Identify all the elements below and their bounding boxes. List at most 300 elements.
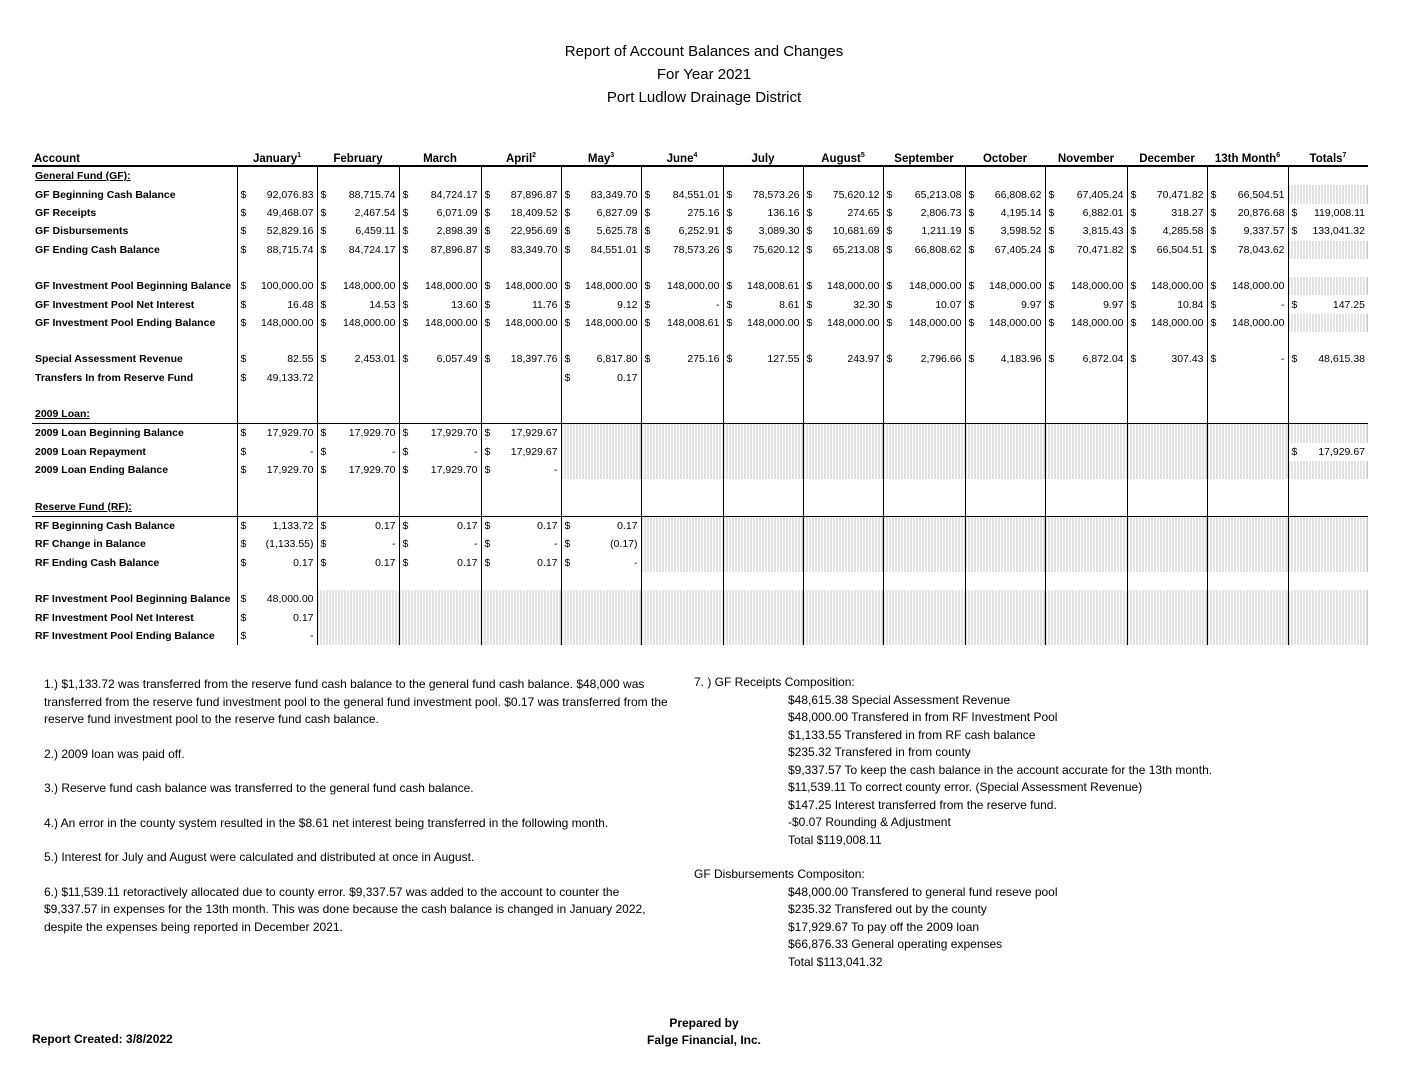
empty-cell xyxy=(1288,405,1368,424)
account-label: 2009 Loan Repayment xyxy=(35,445,146,458)
empty-cell xyxy=(1127,332,1207,350)
currency-symbol: $ xyxy=(402,520,409,533)
amount-value: 6,071.09 xyxy=(436,206,478,219)
empty-shaded-cell xyxy=(1127,516,1207,535)
account-label xyxy=(32,572,237,590)
footnote-1: 1.) $1,133.72 was transferred from the reserve fund cash balance to the general fund cash balance. $48,000 was transferred from the reserve fund investment pool to the general fund investment pool. $0.17 was transferred from the reserve fund investment pool to the reserve fund cash balance. xyxy=(44,677,668,726)
currency-symbol: $ xyxy=(1048,188,1055,201)
amount-cell xyxy=(803,314,883,332)
currency-symbol: $ xyxy=(240,316,247,329)
balance-table xyxy=(32,148,1368,645)
currency-symbol: $ xyxy=(1291,206,1298,219)
empty-cell xyxy=(883,369,965,387)
amount-value: 48,000.00 xyxy=(266,593,314,606)
amount-value: 6,459.11 xyxy=(355,225,396,238)
amount-cell xyxy=(1207,204,1288,222)
currency-symbol: $ xyxy=(240,353,247,366)
amount-cell xyxy=(561,554,641,572)
currency-symbol: $ xyxy=(240,225,247,238)
currency-symbol: $ xyxy=(1210,225,1217,238)
amount-value: 66,808.62 xyxy=(994,188,1042,201)
header-row xyxy=(32,148,1368,166)
empty-shaded-cell xyxy=(883,554,965,572)
empty-cell xyxy=(1127,387,1207,405)
amount-cell xyxy=(1207,222,1288,240)
amount-value: 148,000.00 xyxy=(1070,316,1124,329)
amount-value: 6,817.80 xyxy=(596,353,638,366)
empty-cell xyxy=(1288,369,1368,387)
currency-symbol: $ xyxy=(240,298,247,311)
amount-cell xyxy=(399,424,481,443)
section-label: 2009 Loan: xyxy=(35,408,90,421)
currency-symbol: $ xyxy=(1210,280,1217,293)
amount-cell xyxy=(641,185,723,203)
currency-symbol: $ xyxy=(402,225,409,238)
amount-value: 82.55 xyxy=(287,353,314,366)
currency-symbol: $ xyxy=(320,243,327,256)
currency-symbol: $ xyxy=(320,520,327,533)
currency-symbol: $ xyxy=(1048,225,1055,238)
empty-cell xyxy=(399,405,481,424)
amount-value: 0.17 xyxy=(537,556,558,569)
currency-symbol: $ xyxy=(1048,243,1055,256)
empty-shaded-cell xyxy=(561,424,641,443)
empty-shaded-cell xyxy=(723,608,803,626)
account-label: RF Ending Cash Balance xyxy=(35,556,160,569)
currency-symbol: $ xyxy=(1048,280,1055,293)
empty-cell xyxy=(641,405,723,424)
empty-cell xyxy=(399,479,481,497)
empty-cell xyxy=(399,369,481,387)
empty-cell xyxy=(1045,332,1127,350)
currency-symbol: $ xyxy=(564,520,571,533)
currency-symbol: $ xyxy=(726,353,733,366)
empty-shaded-cell xyxy=(641,590,723,608)
currency-symbol: $ xyxy=(1130,206,1137,219)
currency-symbol: $ xyxy=(484,427,491,440)
empty-cell xyxy=(399,166,481,185)
amount-cell xyxy=(883,295,965,313)
amount-value: 13.60 xyxy=(451,298,478,311)
currency-symbol: $ xyxy=(320,298,327,311)
amount-cell xyxy=(1127,314,1207,332)
empty-shaded-cell xyxy=(883,535,965,553)
footnotes-right xyxy=(694,674,1374,971)
currency-symbol: $ xyxy=(484,353,491,366)
amount-cell xyxy=(723,241,803,259)
empty-cell xyxy=(237,387,317,405)
amount-value: 6,882.01 xyxy=(1082,206,1124,219)
empty-cell xyxy=(723,497,803,516)
currency-symbol: $ xyxy=(886,298,893,311)
empty-cell xyxy=(883,405,965,424)
report-year: For Year 2021 xyxy=(656,66,752,83)
currency-symbol: $ xyxy=(320,427,327,440)
amount-value: 4,183.96 xyxy=(1000,353,1042,366)
amount-cell xyxy=(399,443,481,461)
empty-cell xyxy=(965,369,1045,387)
empty-cell xyxy=(723,259,803,277)
spacer-row xyxy=(32,387,1368,405)
currency-symbol: $ xyxy=(886,316,893,329)
amount-value: 307.43 xyxy=(1171,353,1204,366)
empty-shaded-cell xyxy=(1288,516,1368,535)
empty-cell xyxy=(481,332,561,350)
empty-cell xyxy=(723,332,803,350)
currency-symbol: $ xyxy=(484,316,491,329)
amount-value: 78,573.26 xyxy=(752,188,800,201)
empty-cell xyxy=(1045,572,1127,590)
section-row xyxy=(32,166,1368,185)
col-header-september: September xyxy=(883,148,965,166)
amount-cell xyxy=(237,204,317,222)
empty-shaded-cell xyxy=(1207,627,1288,645)
empty-cell xyxy=(641,166,723,185)
amount-value: 274.65 xyxy=(847,206,880,219)
empty-shaded-cell xyxy=(883,516,965,535)
footnote-6: 6.) $11,539.11 retoractively allocated due to county error. $9,337.57 was added to the account to counter the $9,337.57 in expenses for the 13th month. This was done because the cash balance is changed in January 2022, despite the expenses being reported in December 2021. xyxy=(44,884,646,934)
empty-cell xyxy=(1207,479,1288,497)
amount-value: 0.17 xyxy=(457,556,478,569)
amount-value: - xyxy=(392,445,396,458)
currency-symbol: $ xyxy=(886,280,893,293)
empty-shaded-cell xyxy=(399,608,481,626)
amount-cell xyxy=(317,277,399,295)
empty-cell xyxy=(317,259,399,277)
amount-cell xyxy=(399,461,481,479)
col-header-october: October xyxy=(965,148,1045,166)
table-body xyxy=(32,166,1368,645)
amount-value: - xyxy=(716,298,720,311)
currency-symbol: $ xyxy=(564,225,571,238)
empty-cell xyxy=(803,369,883,387)
currency-symbol: $ xyxy=(484,225,491,238)
amount-cell xyxy=(641,314,723,332)
amount-value: 2,467.54 xyxy=(354,206,396,219)
amount-cell xyxy=(883,350,965,368)
empty-cell xyxy=(803,166,883,185)
amount-value: 148,000.00 xyxy=(666,280,720,293)
empty-shaded-cell xyxy=(561,590,641,608)
amount-value: 70,471.82 xyxy=(1156,188,1204,201)
empty-shaded-cell xyxy=(883,590,965,608)
amount-cell xyxy=(399,295,481,313)
currency-symbol: $ xyxy=(484,298,491,311)
empty-cell xyxy=(803,387,883,405)
footnote-3: 3.) Reserve fund cash balance was transferred to the general fund cash balance. xyxy=(44,781,474,795)
empty-cell xyxy=(1045,259,1127,277)
amount-cell xyxy=(965,314,1045,332)
empty-cell xyxy=(481,166,561,185)
amount-value: 49,133.72 xyxy=(266,371,314,384)
currency-symbol: $ xyxy=(1291,298,1298,311)
col-header-march: March xyxy=(399,148,481,166)
currency-symbol: $ xyxy=(644,280,651,293)
empty-cell xyxy=(317,332,399,350)
currency-symbol: $ xyxy=(726,206,733,219)
empty-cell xyxy=(561,332,641,350)
empty-shaded-cell xyxy=(965,608,1045,626)
empty-cell xyxy=(399,387,481,405)
amount-cell xyxy=(237,608,317,626)
empty-shaded-cell xyxy=(1288,590,1368,608)
amount-cell xyxy=(237,535,317,553)
amount-cell xyxy=(1207,241,1288,259)
amount-cell xyxy=(1207,277,1288,295)
amount-value: 127.55 xyxy=(767,353,800,366)
empty-shaded-cell xyxy=(965,590,1045,608)
amount-cell xyxy=(399,241,481,259)
col-header-totals: Totals$^7$ xyxy=(1288,148,1368,166)
amount-value: 66,504.51 xyxy=(1237,188,1285,201)
amount-cell xyxy=(317,314,399,332)
amount-cell xyxy=(561,295,641,313)
empty-shaded-cell xyxy=(723,516,803,535)
spacer-row xyxy=(32,479,1368,497)
section-row xyxy=(32,405,1368,424)
amount-value: 2,898.39 xyxy=(436,225,478,238)
currency-symbol: $ xyxy=(484,243,491,256)
amount-value: 119,008.11 xyxy=(1314,206,1365,219)
amount-cell xyxy=(481,516,561,535)
amount-cell xyxy=(1127,350,1207,368)
currency-symbol: $ xyxy=(806,280,813,293)
currency-symbol: $ xyxy=(240,445,247,458)
account-label: GF Investment Pool Net Interest xyxy=(35,298,195,311)
amount-value: 22,956.69 xyxy=(510,225,558,238)
currency-symbol: $ xyxy=(320,556,327,569)
empty-cell xyxy=(237,259,317,277)
empty-cell xyxy=(317,369,399,387)
amount-cell xyxy=(723,314,803,332)
amount-cell xyxy=(399,277,481,295)
empty-shaded-cell xyxy=(1045,554,1127,572)
amount-value: 75,620.12 xyxy=(832,188,880,201)
amount-cell xyxy=(237,627,317,645)
empty-shaded-cell xyxy=(1288,461,1368,479)
amount-value: 3,815.43 xyxy=(1082,225,1124,238)
currency-symbol: $ xyxy=(644,316,651,329)
amount-value: 148,000.00 xyxy=(584,280,638,293)
empty-cell xyxy=(1207,497,1288,516)
amount-cell xyxy=(883,204,965,222)
amount-cell xyxy=(399,535,481,553)
amount-value: 65,213.08 xyxy=(914,188,962,201)
currency-symbol: $ xyxy=(806,243,813,256)
empty-shaded-cell xyxy=(1045,590,1127,608)
empty-shaded-cell xyxy=(1127,443,1207,461)
amount-cell xyxy=(481,424,561,443)
currency-symbol: $ xyxy=(484,556,491,569)
empty-cell xyxy=(883,332,965,350)
currency-symbol: $ xyxy=(320,464,327,477)
disbursements-item: Total $113,041.32 xyxy=(788,954,883,969)
account-label: GF Investment Pool Ending Balance xyxy=(35,316,216,329)
amount-value: 148,000.00 xyxy=(260,316,314,329)
currency-symbol: $ xyxy=(726,243,733,256)
empty-shaded-cell xyxy=(481,627,561,645)
currency-symbol: $ xyxy=(240,371,247,384)
empty-cell xyxy=(481,259,561,277)
empty-cell xyxy=(965,497,1045,516)
amount-value: 0.17 xyxy=(293,611,314,624)
currency-symbol: $ xyxy=(1291,445,1298,458)
table-row xyxy=(32,350,1368,368)
currency-symbol: $ xyxy=(806,188,813,201)
currency-symbol: $ xyxy=(968,298,975,311)
amount-cell xyxy=(237,295,317,313)
amount-value: 88,715.74 xyxy=(348,188,396,201)
empty-shaded-cell xyxy=(803,516,883,535)
receipts-item: $235.32 Transfered in from county xyxy=(788,745,971,759)
amount-value: 0.17 xyxy=(293,556,314,569)
empty-cell xyxy=(1207,332,1288,350)
empty-shaded-cell xyxy=(723,535,803,553)
currency-symbol: $ xyxy=(402,298,409,311)
empty-shaded-cell xyxy=(1288,535,1368,553)
empty-shaded-cell xyxy=(399,627,481,645)
currency-symbol: $ xyxy=(1210,353,1217,366)
currency-symbol: $ xyxy=(886,225,893,238)
currency-symbol: $ xyxy=(564,316,571,329)
amount-cell xyxy=(723,350,803,368)
currency-symbol: $ xyxy=(320,280,327,293)
empty-cell xyxy=(723,479,803,497)
empty-shaded-cell xyxy=(965,443,1045,461)
amount-value: 10.84 xyxy=(1177,298,1204,311)
currency-symbol: $ xyxy=(564,556,571,569)
amount-cell xyxy=(237,222,317,240)
amount-value: 67,405.24 xyxy=(1076,188,1124,201)
amount-value: 17,929.70 xyxy=(430,464,478,477)
empty-shaded-cell xyxy=(1127,608,1207,626)
amount-value: 2,806.73 xyxy=(920,206,962,219)
empty-shaded-cell xyxy=(641,627,723,645)
currency-symbol: $ xyxy=(806,225,813,238)
empty-cell xyxy=(1127,369,1207,387)
empty-shaded-cell xyxy=(1045,535,1127,553)
empty-shaded-cell xyxy=(641,516,723,535)
account-label: RF Investment Pool Net Interest xyxy=(35,611,194,624)
empty-cell xyxy=(803,405,883,424)
amount-value: 148,000.00 xyxy=(1231,280,1285,293)
amount-value: 83,349.70 xyxy=(510,243,558,256)
empty-cell xyxy=(399,259,481,277)
amount-value: 17,929.70 xyxy=(348,464,396,477)
currency-symbol: $ xyxy=(564,280,571,293)
currency-symbol: $ xyxy=(1048,316,1055,329)
amount-value: 0.17 xyxy=(537,520,558,533)
amount-value: 52,829.16 xyxy=(266,225,314,238)
empty-cell xyxy=(481,387,561,405)
empty-cell xyxy=(1127,479,1207,497)
currency-symbol: $ xyxy=(1130,280,1137,293)
empty-cell xyxy=(237,572,317,590)
currency-symbol: $ xyxy=(1210,188,1217,201)
account-label: 2009 Loan Ending Balance xyxy=(35,464,169,477)
empty-cell xyxy=(641,259,723,277)
empty-cell xyxy=(561,259,641,277)
amount-cell xyxy=(1127,277,1207,295)
amount-cell xyxy=(1207,350,1288,368)
amount-cell xyxy=(481,461,561,479)
amount-value: 65,213.08 xyxy=(832,243,880,256)
currency-symbol: $ xyxy=(240,464,247,477)
amount-cell xyxy=(1045,222,1127,240)
amount-value: 148,000.00 xyxy=(988,316,1042,329)
account-label: Transfers In from Reserve Fund xyxy=(35,371,194,384)
empty-cell xyxy=(803,479,883,497)
account-label: RF Change in Balance xyxy=(35,538,146,551)
amount-value: 148,000.00 xyxy=(746,316,800,329)
amount-value: - xyxy=(310,630,314,642)
empty-cell xyxy=(561,405,641,424)
amount-cell xyxy=(883,314,965,332)
section-label: Reserve Fund (RF): xyxy=(35,500,132,513)
amount-cell xyxy=(965,185,1045,203)
amount-value: 148,000.00 xyxy=(826,280,880,293)
empty-cell xyxy=(237,479,317,497)
amount-value: 148,000.00 xyxy=(1150,316,1204,329)
currency-symbol: $ xyxy=(726,316,733,329)
currency-symbol: $ xyxy=(644,243,651,256)
currency-symbol: $ xyxy=(240,520,247,533)
amount-value: - xyxy=(554,464,558,477)
account-label: GF Disbursements xyxy=(35,225,129,238)
amount-cell xyxy=(965,295,1045,313)
amount-cell xyxy=(1127,185,1207,203)
amount-value: 17,929.70 xyxy=(266,464,314,477)
amount-cell xyxy=(883,241,965,259)
table-row xyxy=(32,241,1368,259)
amount-cell xyxy=(803,295,883,313)
currency-symbol: $ xyxy=(1291,353,1298,366)
currency-symbol: $ xyxy=(320,445,327,458)
amount-value: 6,252.91 xyxy=(678,225,720,238)
empty-shaded-cell xyxy=(1045,443,1127,461)
amount-value: 2,453.01 xyxy=(354,353,396,366)
amount-cell xyxy=(561,241,641,259)
currency-symbol: $ xyxy=(240,280,247,293)
amount-value: 148,000.00 xyxy=(504,316,558,329)
amount-cell xyxy=(803,222,883,240)
empty-cell xyxy=(1045,166,1127,185)
empty-cell xyxy=(317,166,399,185)
currency-symbol: $ xyxy=(1048,206,1055,219)
currency-symbol: $ xyxy=(320,188,327,201)
currency-symbol: $ xyxy=(402,316,409,329)
empty-shaded-cell xyxy=(723,590,803,608)
amount-cell xyxy=(641,277,723,295)
empty-shaded-cell xyxy=(803,535,883,553)
empty-shaded-cell xyxy=(965,627,1045,645)
currency-symbol: $ xyxy=(644,206,651,219)
amount-value: 148,000.00 xyxy=(342,316,396,329)
amount-value: 148,000.00 xyxy=(1070,280,1124,293)
empty-cell xyxy=(561,572,641,590)
table-row xyxy=(32,222,1368,240)
receipts-heading: 7. ) GF Receipts Composition: xyxy=(694,675,855,689)
amount-cell xyxy=(481,314,561,332)
amount-cell xyxy=(965,204,1045,222)
currency-symbol: $ xyxy=(1048,298,1055,311)
empty-cell xyxy=(317,572,399,590)
amount-value: 49,468.07 xyxy=(266,206,314,219)
empty-shaded-cell xyxy=(1045,608,1127,626)
currency-symbol: $ xyxy=(402,188,409,201)
amount-cell xyxy=(1207,185,1288,203)
footnotes-left xyxy=(44,676,674,953)
